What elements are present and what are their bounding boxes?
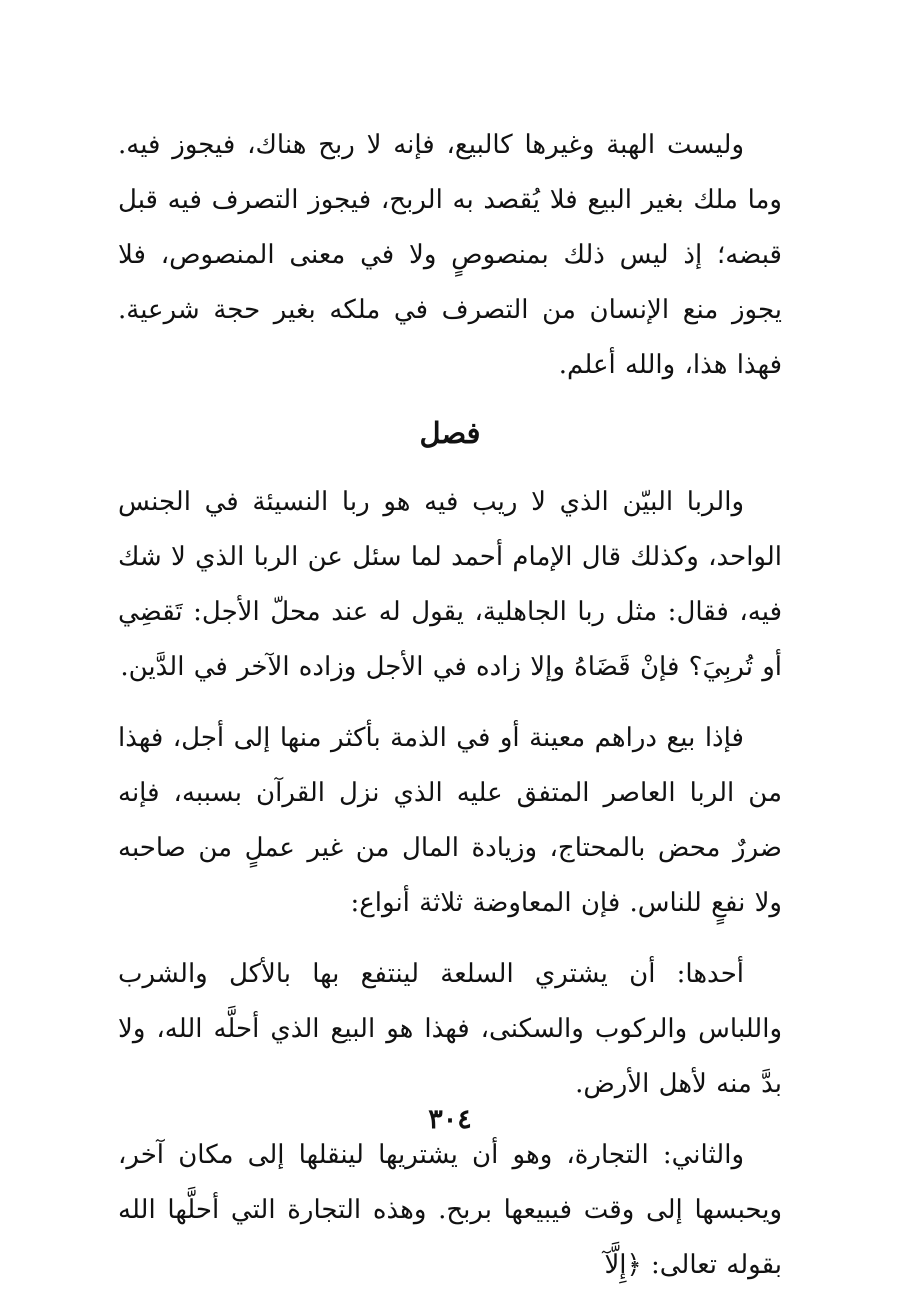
paragraph-5: والثاني: التجارة، وهو أن يشتريها لينقلها إلى مكان آخر، ويحبسها إلى وقت فيبيعها بربح. وهذه التجارة التي أحلَّها الله بقوله تعالى: ﴿إِلَّآ — [118, 1140, 782, 1280]
paragraph-2: والربا البيّن الذي لا ريب فيه هو ربا النسيئة في الجنس الواحد، وكذلك قال الإمام أحمد لما سئل عن الربا الذي لا شك فيه، فقال: مثل ربا الجاهلية، يقول له عند محلّ الأجل: تَقضِي أو تُربِيَ؟ فإنْ قَضَاهُ وإلا زاده في الأجل وزاده الآخر في الدَّين. — [118, 487, 782, 682]
paragraph-4: أحدها: أن يشتري السلعة لينتفع بها بالأكل والشرب واللباس والركوب والسكنى، فهذا هو البيع الذي أحلَّه الله، ولا بدَّ منه لأهل الأرض. — [118, 959, 782, 1099]
paragraph-3: فإذا بيع دراهم معينة أو في الذمة بأكثر منها إلى أجل، فهذا من الربا العاصر المتفق عليه الذي نزل القرآن بسببه، فإنه ضررٌ محض بالمحتاج، وزيادة المال من غير عملٍ من صاحبه ولا نفعٍ للناس. فإن المعاوضة ثلاثة أنواع: — [118, 723, 782, 918]
section-heading: فصل — [419, 416, 481, 450]
page-number: ٣٠٤ — [428, 1104, 472, 1135]
paragraph-1: وليست الهبة وغيرها كالبيع، فإنه لا ربح هناك، فيجوز فيه. وما ملك بغير البيع فلا يُقصد به الربح، فيجوز التصرف فيه قبل قبضه؛ إذ ليس ذلك بمنصوصٍ ولا في معنى المنصوص، فلا يجوز منع الإنسان من التصرف في ملكه بغير حجة شرعية. فهذا هذا، والله أعلم. — [118, 130, 782, 380]
